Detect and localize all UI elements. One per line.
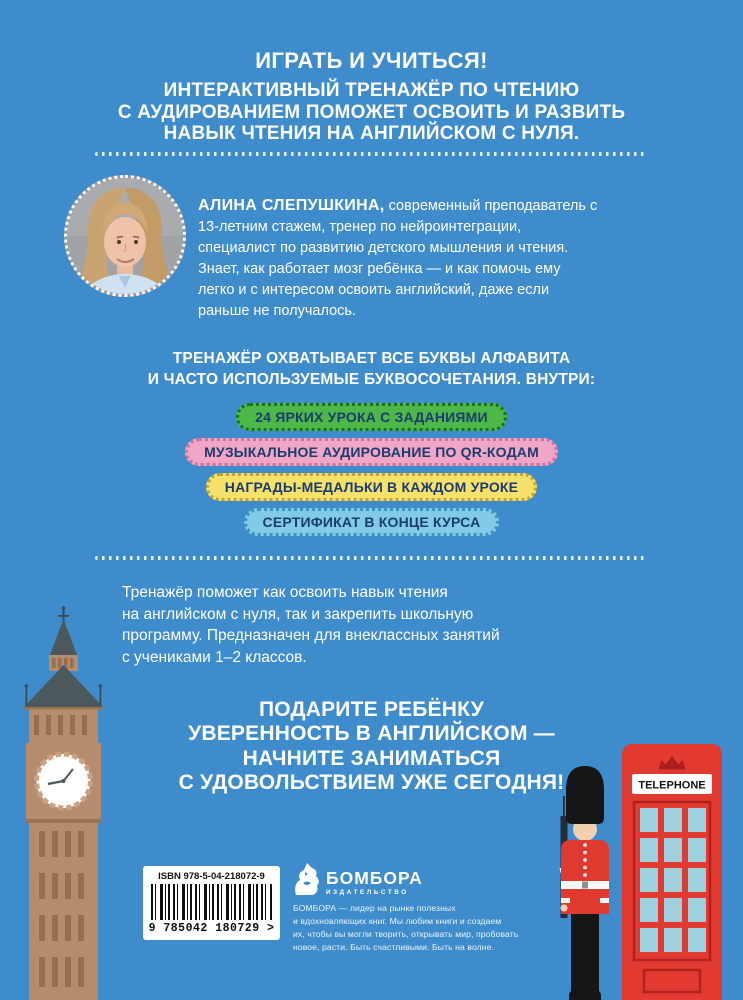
- barcode-bars: [151, 884, 272, 920]
- description-line: программу. Предназначен для внеклассных занятий: [122, 627, 500, 645]
- description-line: на английском с нуля, так и закрепить школьную: [122, 605, 474, 623]
- feature-pill-label: НАГРАДЫ-МЕДАЛЬКИ В КАЖДОМ УРОКЕ: [224, 479, 519, 495]
- feature-pill-certificate: [244, 508, 500, 536]
- telephone-box-illustration: [621, 736, 723, 1000]
- feature-pill-medals: [206, 473, 537, 501]
- barcode: [143, 866, 280, 940]
- feature-pill-label: СЕРТИФИКАТ В КОНЦЕ КУРСА: [262, 514, 481, 530]
- author-bio: [198, 195, 598, 322]
- description-line: Тренажёр поможет как освоить навык чтения: [122, 584, 448, 601]
- telephone-sign-label: TELEPHONE: [638, 779, 706, 792]
- publisher-subtitle: ИЗДАТЕЛЬСТВО: [326, 889, 409, 896]
- dotted-divider-bottom: [95, 556, 648, 560]
- author-photo: [64, 175, 186, 297]
- publisher-description-line: БОМБОРА — лидер на рынке полезных: [293, 903, 456, 913]
- author-bio-text: современный преподаватель с 13-летним стажем, тренер по нейроинтеграции, специалист по развитию детского мышления и чтения. Знает, как работает мозг ребёнка — и как помочь ему легко и с интересом освоить английский, даже если раньше не получалось.: [198, 197, 598, 319]
- feature-pill-label: 24 ЯРКИХ УРОКА С ЗАДАНИЯМИ: [255, 409, 488, 425]
- header-subtitle-line: С АУДИРОВАНИЕМ ПОМОЖЕТ ОСВОИТЬ И РАЗВИТЬ: [117, 101, 626, 123]
- description-line: с учениками 1–2 классов.: [122, 649, 307, 667]
- feature-pill-label: МУЗЫКАЛЬНОЕ АУДИРОВАНИЕ ПО QR-КОДАМ: [204, 444, 539, 460]
- header-subtitle-line: ИНТЕРАКТИВНЫЙ ТРЕНАЖЁР ПО ЧТЕНИЮ: [163, 80, 580, 101]
- feature-pill-lessons: [236, 403, 507, 431]
- publisher-description-line: новое, расти. Быть счастливыми. Быть на волне.: [293, 942, 494, 952]
- big-ben-illustration: [12, 603, 107, 1000]
- header-subtitle: [0, 80, 743, 145]
- cta-line: С УДОВОЛЬСТВИЕМ УЖЕ СЕГОДНЯ!: [178, 770, 565, 794]
- barcode-number: 9 785042 180729 >: [148, 922, 275, 935]
- isbn-label: ISBN 978-5-04-218072-9: [158, 871, 265, 882]
- author-portrait-illustration: [67, 178, 183, 294]
- cta-line: НАЧНИТЕ ЗАНИМАТЬСЯ: [242, 746, 501, 770]
- header-subtitle-line: НАВЫК ЧТЕНИЯ НА АНГЛИЙСКОМ С НУЛЯ.: [163, 123, 580, 144]
- publisher-description: [293, 902, 553, 954]
- royal-guard-illustration: [559, 766, 619, 1000]
- publisher-block: [293, 862, 553, 954]
- feature-pill-audio: [185, 438, 558, 466]
- cta-line: УВЕРЕННОСТЬ В АНГЛИЙСКОМ —: [188, 722, 555, 746]
- page-title: ИГРАТЬ И УЧИТЬСЯ!: [255, 48, 488, 73]
- publisher-name: БОМБОРА: [326, 868, 423, 888]
- bombora-logo-icon: [293, 862, 319, 896]
- author-name: АЛИНА СЛЕПУШКИНА,: [198, 196, 385, 214]
- description-paragraph: [122, 582, 500, 669]
- publisher-description-line: и вдохновляющих книг. Мы любим книги и создаем: [293, 916, 502, 926]
- dotted-divider-top: [95, 152, 648, 156]
- features-heading-line: И ЧАСТО ИСПОЛЬЗУЕМЫЕ БУКВОСОЧЕТАНИЯ. ВНУТРИ:: [147, 371, 596, 388]
- feature-pill-list: [0, 403, 743, 536]
- cta-line: ПОДАРИТЕ РЕБЁНКУ: [259, 698, 484, 721]
- features-heading-line: ТРЕНАЖЁР ОХВАТЫВАЕТ ВСЕ БУКВЫ АЛФАВИТА: [172, 350, 571, 367]
- features-heading: [0, 348, 743, 390]
- publisher-description-line: их, чтобы вы могли творить, открывать мир, пробовать: [293, 929, 519, 939]
